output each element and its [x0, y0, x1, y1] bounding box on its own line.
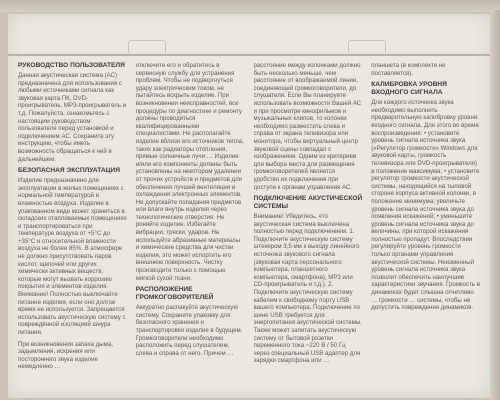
paragraph: При возникновении запаха дыма, задымления, искрения или постороннего звука изделие немедленно …: [18, 340, 113, 371]
paragraph: Данная акустическая система (АС) предназначена для использования с любыми источниками сигнала как звуковая карта ПК, DVD-проигрыватель, MP3-проигрыватель и т.д. Пожалуйста, ознакомьтесь с настоящим руководством пользователя перед установкой и подключением АС. Сохраните эту инструкцию, чтобы иметь возможность обращаться к ней в дальнейшем.: [18, 72, 127, 163]
section-heading: РАСПОЛОЖЕНИЕ ГРОМКОГОВОРИТЕЛЕЙ: [135, 286, 214, 302]
flap-crease: [128, 40, 166, 53]
box-side-edge: [490, 10, 500, 400]
section-heading: ПОДКЛЮЧЕНИЕ АКУСТИЧЕСКОЙ СИСТЕМЫ: [253, 195, 363, 211]
section-heading: КАЛИБРОВКА УРОВНЯ ВХОДНОГО СИГНАЛА: [371, 81, 447, 97]
box-printed-face: [8, 14, 490, 398]
fold-line: [8, 54, 490, 56]
flap-crease: [348, 40, 386, 53]
paragraph: планшета (в комплекте не поставляется).: [371, 62, 446, 77]
section-heading: РУКОВОДСТВО ПОЛЬЗОВАТЕЛЯ: [18, 62, 125, 69]
section-heading: БЕЗОПАСНАЯ ЭКСПЛУАТАЦИЯ: [18, 167, 120, 175]
paragraph: Для каждого источника звука необходимо выполнить предварительную калибровку уровня входного сигнала. Для этого во время воспроизведения: • установите уровень сигнала источника звука («Регулятор громкости» Windows для звуковой карты, громкость телевизора или DVD-проигрывателя) в положение максимума; • установите регулятор громкости акустической системы, находящийся на тыловой стороне корпуса активной колонки, в положение минимума; увеличьте уровень сигнала источника звука до появления искажений; • уменьшите уровень сигнала источника звука до величины, при которой искажения полностью пропадут. Впоследствии регулируйте уровень громкости только органами управления акустической системы. Неизменный уровень сигнала источника звука позволит обеспечить наилучшие характеристики звучания. Громкость в динамиках будет слышна отчетливо … громкости … системы, чтобы не допустить повреждения динамиков.: [371, 99, 480, 312]
text-column: [136, 62, 245, 394]
paragraph: расстояние между колонками должно быть несколько меньше, чем расстояние от воображаемой линии, соединяющей громкоговорители, до слушателя. Если Вы планируете использовать возможности Вашей АС и при просмотре кинофильмов и музыкальных клипов, то колонки необходимо разместить слева и справа от экрана телевизора или монитора, чтобы виртуальный центр звуковой сцены совпадал с изображением. Одним из критериев для выбора места для размещения громкоговорителей является удобство их подключения при доступе к органам управления АС.: [253, 62, 362, 191]
box-top-edge: [0, 0, 500, 12]
text-column: [254, 62, 363, 394]
paragraph: отключите его и обратитесь в сервисную службу для устранения проблем. Чтобы не подвергнуться удару электрическим током, не пытайтесь вскрыть изделие. При возникновении неисправностей, все процедуры по диагностике и ремонту должны проводиться квалифицированными специалистами. Не располагайте изделие вблизи его источников тепла, таких как радиаторы отопления, прямые солнечные лучи … Изделие и/или его компоненты должны быть установлены на некотором удалении от прочих устройств и предметов для обеспечения лучшей вентиляции и охлаждения электронных элементов. Не допускайте попадания предметов или влаги внутрь изделия через технологические отверстия. Не роняйте изделие. Избегайте вибрации, тряски, ударов. Не используйте абразивные материалы и химические средства для чистки изделия, это может испортить его внешнюю поверхность. Чистку производите только с помощью мягкой сухой ткани.: [135, 62, 244, 282]
text-column: [18, 62, 127, 394]
paragraph: Аккуратно распакуйте акустическую систему. Сохраните упаковку для безопасного хранения и транспортировки изделия в будущем. Громкоговорители необходимо расположить перед слушателем, слева и справа от него. Причем …: [135, 304, 243, 357]
text-column: [371, 62, 480, 394]
paragraph: Внимание! Убедитесь, что акустическая система выключена полностью перед подключением. 1. Подключите акустическую систему штекером 3,5 мм к выходу линейного источника звукового сигнала (звуковая карта персонального компьютера, планшетного компьютера, смартфона), MP3 или CD-проигрыватель и т.д.). 2. Подключите акустическую систему кабелем к свободному порту USB вашего компьютера. Подключение по шине USB требуется для энергопитания акустической системы. Также может запитать акустическую систему от бытовой розетки переменного тока ~220 В / 50 Гц через специальный USB адаптер для зарядки смартфона или …: [253, 213, 362, 365]
paragraph: Изделие предназначено для эксплуатации в жилых помещениях с нормальной температурой и влажностью воздуха. Изделие в упакованном виде может храниться в складских отапливаемых помещениях и транспортироваться при температуре воздуха от +5°С до +35°С и относительной влажности воздуха не более 85%. В атмосфере не должно присутствовать паров кислот, щелочей или других химически активных веществ, которые могут вызвать коррозию покрытия и элементов изделия. Внимание! Полностью выключайте питание изделия, если оно долгое время не используется. Запрещается использовать акустическую систему с повреждённой изоляцией шнура питания.: [18, 177, 127, 336]
manual-text-columns: [18, 62, 480, 394]
